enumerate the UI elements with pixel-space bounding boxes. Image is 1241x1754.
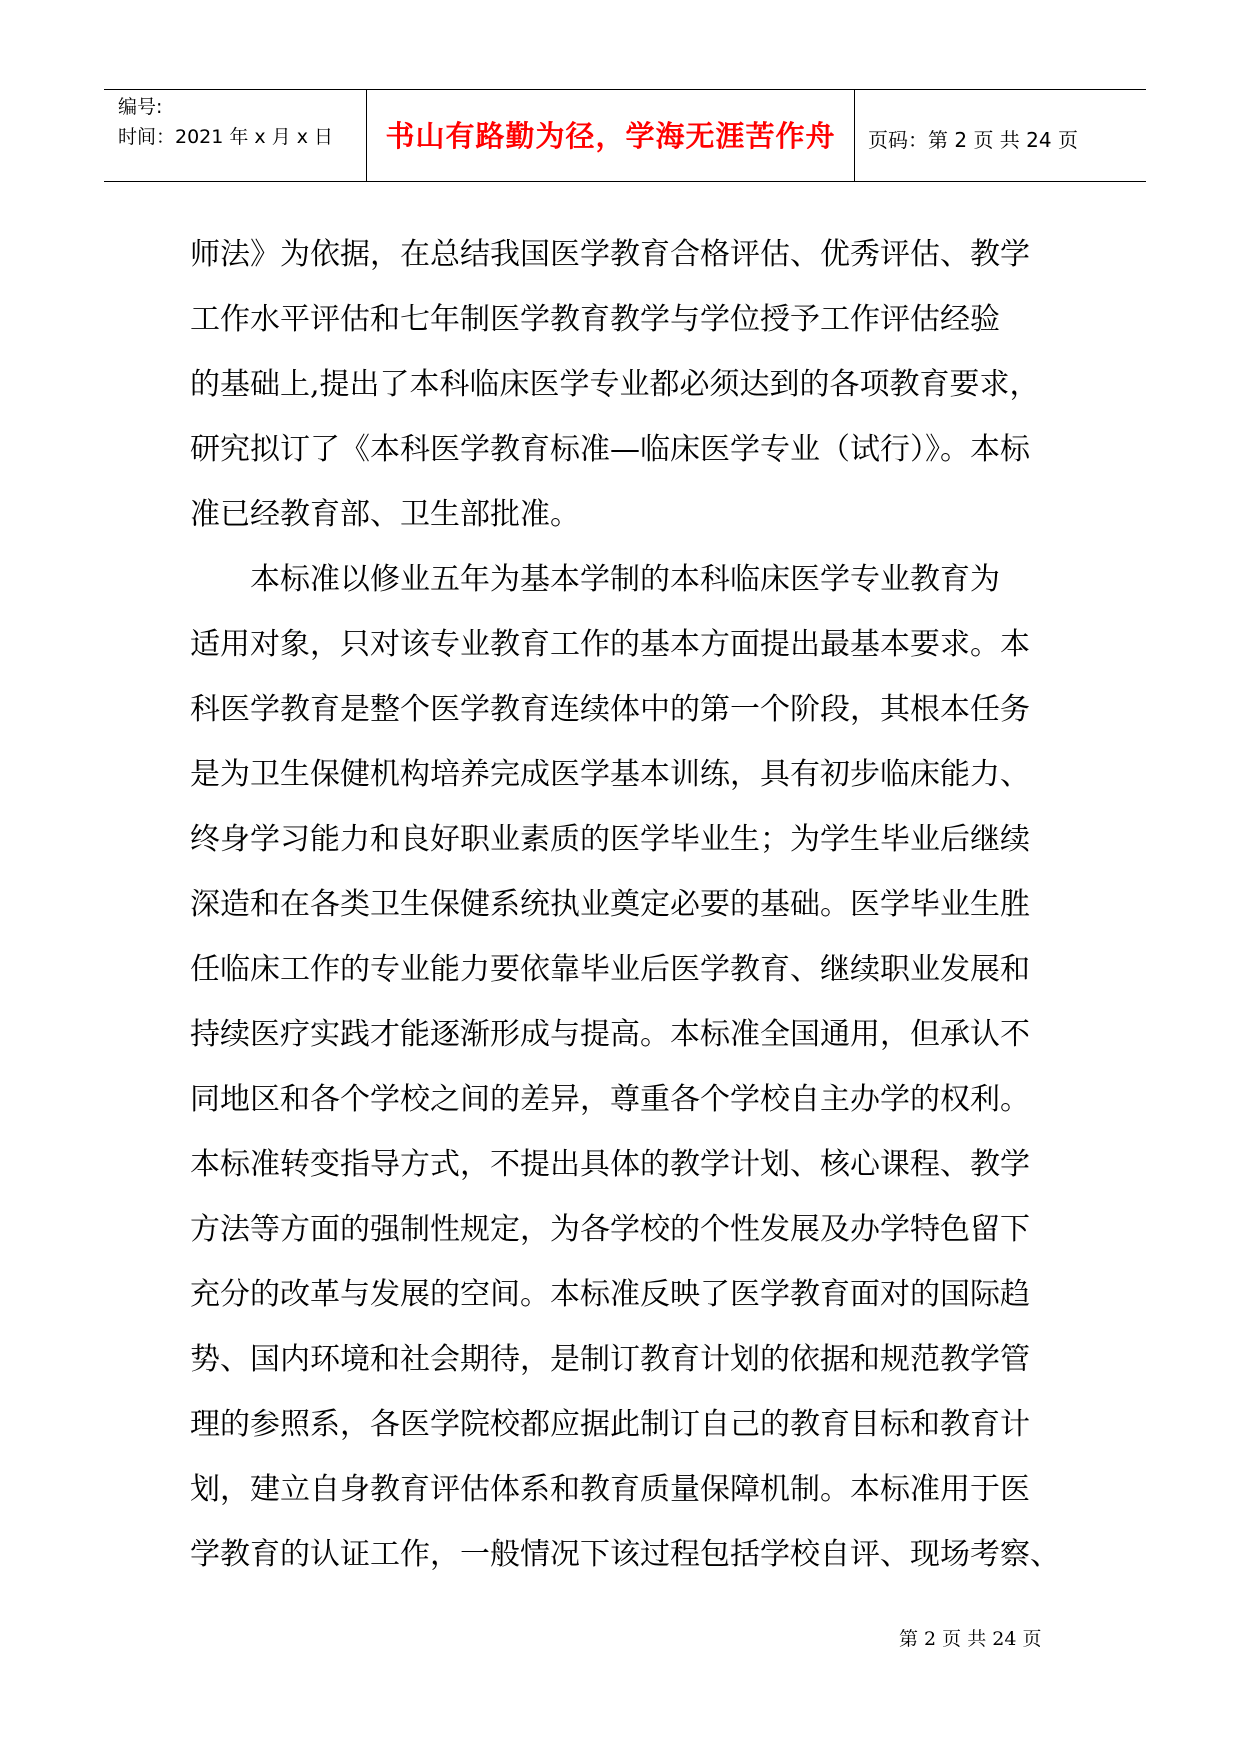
body-line: 深造和在各类卫生保健系统执业奠定必要的基础。医学毕业生胜 bbox=[190, 887, 1030, 922]
document-time: 时间：2021 年 x 月 x 日 bbox=[118, 126, 334, 148]
body-line: 终身学习能力和良好职业素质的医学毕业生；为学生毕业后继续 bbox=[190, 822, 1030, 857]
body-line: 研究拟订了《本科医学教育标准—临床医学专业（试行）》。本标 bbox=[190, 432, 1030, 467]
document-number-label: 编号: bbox=[118, 96, 163, 118]
body-line: 学教育的认证工作，一般情况下该过程包括学校自评、现场考察、 bbox=[190, 1537, 1060, 1572]
body-line: 划，建立自身教育评估体系和教育质量保障机制。本标准用于医 bbox=[190, 1472, 1030, 1507]
body-line: 本标准以修业五年为基本学制的本科临床医学专业教育为 bbox=[190, 562, 1000, 597]
document-body bbox=[190, 222, 1080, 1587]
body-line: 势、国内环境和社会期待，是制订教育计划的依据和规范教学管 bbox=[190, 1342, 1030, 1377]
body-line: 工作水平评估和七年制医学教育教学与学位授予工作评估经验 bbox=[190, 302, 1000, 337]
header-page-info: 页码：第 2 页 共 24 页 bbox=[868, 128, 1078, 152]
header-bottom-rule bbox=[104, 181, 1146, 182]
body-line: 师法》为依据，在总结我国医学教育合格评估、优秀评估、教学 bbox=[190, 237, 1030, 272]
body-line: 的基础上,提出了本科临床医学专业都必须达到的各项教育要求， bbox=[190, 367, 1040, 402]
body-line: 同地区和各个学校之间的差异，尊重各个学校自主办学的权利。 bbox=[190, 1082, 1030, 1117]
header-motto: 书山有路勤为径，学海无涯苦作舟 bbox=[385, 119, 836, 153]
body-line: 适用对象，只对该专业教育工作的基本方面提出最基本要求。本 bbox=[190, 627, 1030, 662]
body-line: 本标准转变指导方式，不提出具体的教学计划、核心课程、教学 bbox=[190, 1147, 1030, 1182]
footer-page-number: 第 2 页 共 24 页 bbox=[899, 1628, 1042, 1650]
body-line: 任临床工作的专业能力要依靠毕业后医学教育、继续职业发展和 bbox=[190, 952, 1030, 987]
header-divider-right bbox=[854, 89, 855, 182]
body-line: 科医学教育是整个医学教育连续体中的第一个阶段，其根本任务 bbox=[190, 692, 1030, 727]
header-meta bbox=[118, 92, 333, 152]
body-line: 持续医疗实践才能逐渐形成与提高。本标准全国通用，但承认不 bbox=[190, 1017, 1030, 1052]
body-line: 充分的改革与发展的空间。本标准反映了医学教育面对的国际趋 bbox=[190, 1277, 1030, 1312]
header-top-rule bbox=[104, 89, 1146, 90]
body-line: 方法等方面的强制性规定，为各学校的个性发展及办学特色留下 bbox=[190, 1212, 1030, 1247]
body-line: 准已经教育部、卫生部批准。 bbox=[190, 497, 580, 532]
body-line: 理的参照系，各医学院校都应据此制订自己的教育目标和教育计 bbox=[190, 1407, 1030, 1442]
body-line: 是为卫生保健机构培养完成医学基本训练，具有初步临床能力、 bbox=[190, 757, 1030, 792]
